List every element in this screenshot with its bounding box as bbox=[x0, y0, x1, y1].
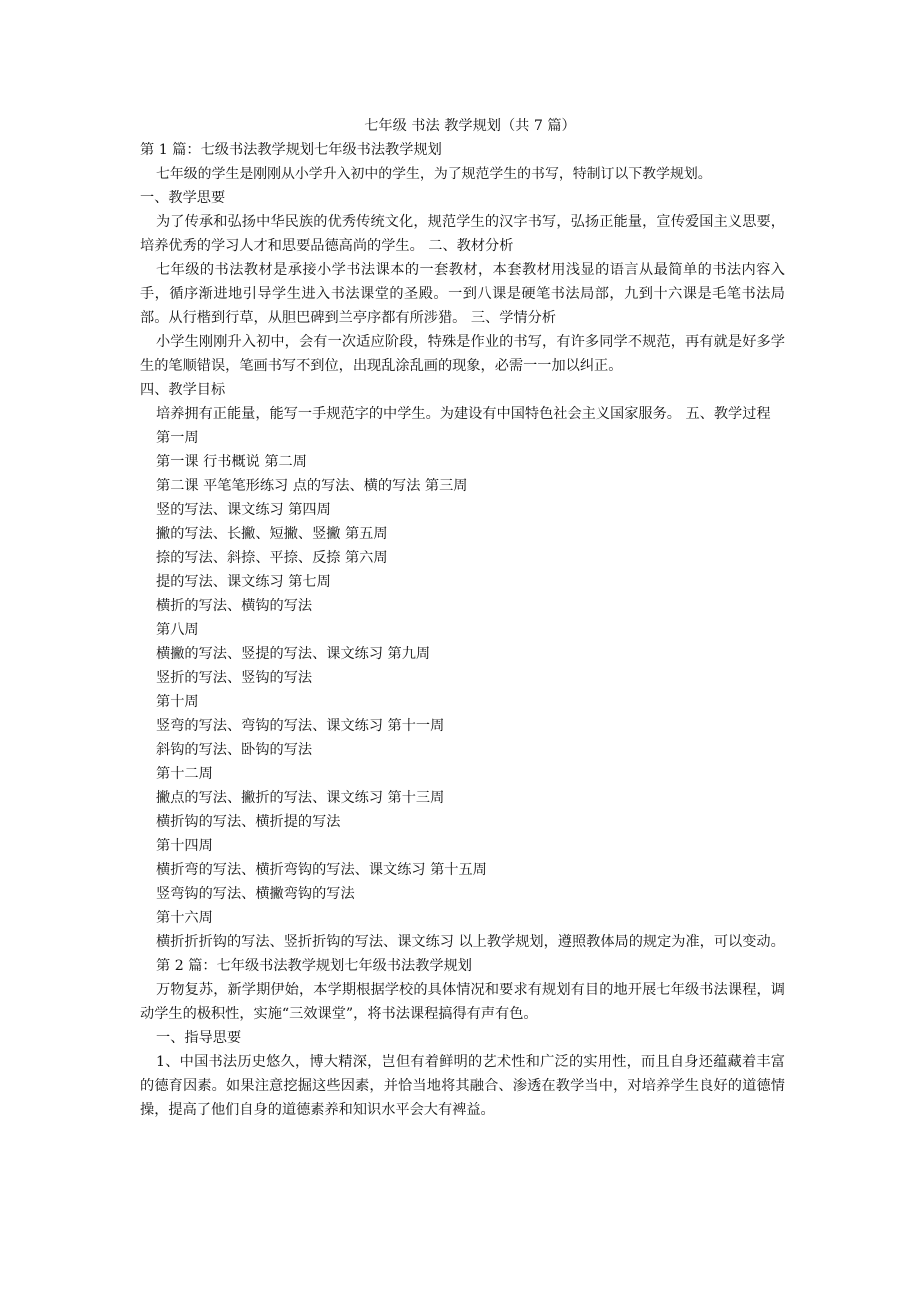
paragraph-7: 1、中国书法历史悠久，博大精深，岂但有着鲜明的艺术性和广泛的实用性，而且自身还蕴藏着丰富的德育因素。如果注意挖掘这些因素，并恰当地将其融合、渗透在教学当中，对培养学生良好的道德情操，提高了他们自身的道德素养和知识水平会大有裨益。 bbox=[140, 1054, 785, 1118]
paragraph-4: 培养拥有正能量，能写一手规范字的中学生。为建设有中国特色社会主义国家服务。 五、教学过程 bbox=[156, 406, 771, 422]
schedule-line: 横折的写法、横钩的写法 bbox=[156, 598, 313, 614]
schedule-line: 竖折的写法、竖钩的写法 bbox=[156, 670, 313, 686]
schedule-line: 第十周 bbox=[156, 694, 199, 710]
schedule-line: 第十四周 bbox=[156, 838, 213, 854]
schedule-line: 第八周 bbox=[156, 622, 199, 638]
schedule-line: 提的写法、课文练习 第七周 bbox=[156, 574, 331, 590]
paragraph-3: 小学生刚刚升入初中，会有一次适应阶段，特殊是作业的书写，有许多同学不规范，再有就是好多学生的笔顺错误，笔画书写不到位，出现乱涂乱画的现象，必需一一加以纠正。 bbox=[140, 334, 785, 374]
document-body bbox=[140, 114, 785, 1122]
schedule-line: 第二课 平笔笔形练习 点的写法、横的写法 第三周 bbox=[156, 478, 468, 494]
schedule-line: 第十六周 bbox=[156, 910, 213, 926]
section-heading-1: 一、教学思要 bbox=[140, 190, 226, 206]
schedule-line: 横折弯的写法、横折弯钩的写法、课文练习 第十五周 bbox=[156, 862, 487, 878]
schedule-line: 竖弯钩的写法、横撇弯钩的写法 bbox=[156, 886, 355, 902]
chapter-2-heading: 第 2 篇：七年级书法教学规划七年级书法教学规划 bbox=[156, 958, 472, 974]
schedule-line: 横折钩的写法、横折提的写法 bbox=[156, 814, 341, 830]
schedule-line: 斜钩的写法、卧钩的写法 bbox=[156, 742, 313, 758]
paragraph-2: 七年级的书法教材是承接小学书法课本的一套教材，本套教材用浅显的语言从最简单的书法内容入手，循序渐进地引导学生进入书法课堂的圣殿。一到八课是硬笔书法局部，九到十六课是毛笔书法局部。从行楷到行草，从胆巴碑到兰亭序都有所涉猎。 三、学情分析 bbox=[140, 262, 785, 326]
section-heading-4: 四、教学目标 bbox=[140, 382, 226, 398]
document-title: 七年级 书法 教学规划（共 7 篇） bbox=[364, 118, 576, 134]
schedule-line: 撇点的写法、撇折的写法、课文练习 第十三周 bbox=[156, 790, 445, 806]
intro-line: 七年级的学生是刚刚从小学升入初中的学生，为了规范学生的书写，特制订以下教学规划。 bbox=[156, 166, 712, 182]
schedule-line: 竖的写法、课文练习 第四周 bbox=[156, 502, 331, 518]
schedule-line: 横撇的写法、竖提的写法、课文练习 第九周 bbox=[156, 646, 431, 662]
paragraph-5: 横折折折钩的写法、竖折折钩的写法、课文练习 以上教学规划，遵照教体局的规定为准，可以变动。 bbox=[156, 934, 785, 950]
paragraph-1: 为了传承和弘扬中华民族的优秀传统文化，规范学生的汉字书写，弘扬正能量，宣传爱国主义思要，培养优秀的学习人才和思要品德高尚的学生。 二、教材分析 bbox=[140, 214, 785, 254]
paragraph-6: 万物复苏，新学期伊始，本学期根据学校的具体情况和要求有规划有目的地开展七年级书法课程，调动学生的极积性，实施“三效课堂”，将书法课程搞得有声有色。 bbox=[140, 982, 785, 1022]
chapter-1-heading: 第 1 篇：七级书法教学规划七年级书法教学规划 bbox=[140, 142, 442, 158]
section-heading-guiding: 一、指导思要 bbox=[156, 1030, 242, 1046]
schedule-line: 第一周 bbox=[156, 430, 199, 446]
schedule-line: 竖弯的写法、弯钩的写法、课文练习 第十一周 bbox=[156, 718, 445, 734]
schedule-line: 第十二周 bbox=[156, 766, 213, 782]
schedule-line: 捺的写法、斜捺、平捺、反捺 第六周 bbox=[156, 550, 388, 566]
schedule-line: 第一课 行书概说 第二周 bbox=[156, 454, 307, 470]
schedule-line: 撇的写法、长撇、短撇、竖撇 第五周 bbox=[156, 526, 388, 542]
